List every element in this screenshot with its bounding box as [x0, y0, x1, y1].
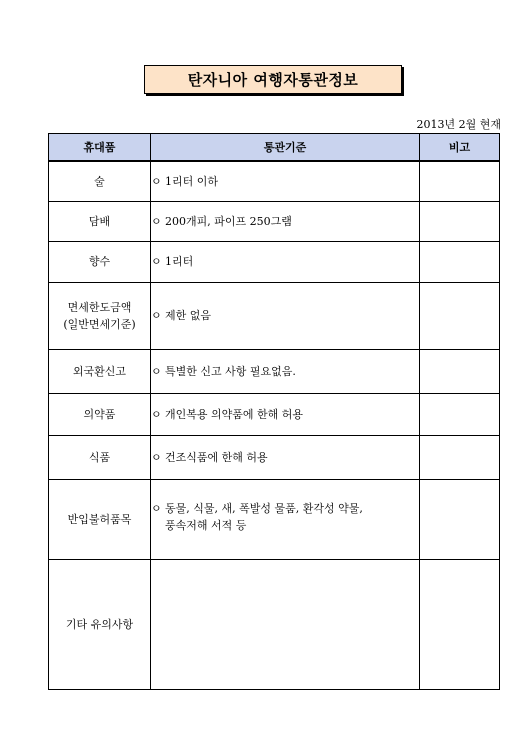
- table-header-row: [49, 134, 500, 162]
- date-label: 2013년 2월 현재: [416, 118, 501, 131]
- standard-text-line1: 동물, 식물, 새, 폭발성 물품, 환각성 약물,: [165, 501, 363, 515]
- row-note: [420, 241, 500, 282]
- table-row: [49, 393, 500, 435]
- row-standard: [151, 479, 420, 559]
- standard-text: 1리터: [165, 255, 194, 268]
- table-row: [49, 349, 500, 393]
- row-note: [420, 349, 500, 393]
- bullet-icon: ㅇ: [151, 214, 162, 228]
- bullet-icon: ㅇ: [151, 450, 162, 464]
- row-item: 기타 유의사항: [49, 559, 151, 689]
- table-row: [49, 161, 500, 201]
- row-item: 외국환신고: [49, 349, 151, 393]
- row-item-line2: (일반면세기준): [63, 317, 136, 331]
- row-item: [49, 282, 151, 349]
- row-item: 술: [49, 161, 151, 201]
- standard-text: 제한 없음: [165, 309, 212, 322]
- row-note: [420, 201, 500, 241]
- bullet-icon: ㅇ: [151, 309, 162, 322]
- row-note: [420, 559, 500, 689]
- standard-text: 특별한 신고 사항 필요없음.: [165, 364, 296, 378]
- row-note: [420, 435, 500, 479]
- row-standard: [151, 349, 420, 393]
- bullet-icon: ㅇ: [151, 174, 162, 188]
- standard-text-line2: 풍속저해 서적 등: [165, 518, 247, 532]
- standard-text: 건조식품에 한해 허용: [165, 450, 268, 464]
- row-standard: [151, 241, 420, 282]
- page-title: 탄자니아 여행자통관정보: [144, 65, 402, 94]
- row-item: 반입불허품목: [49, 479, 151, 559]
- standard-text: 개인복용 의약품에 한해 허용: [165, 407, 304, 421]
- row-standard: [151, 201, 420, 241]
- standard-text: 1리터 이하: [165, 174, 218, 188]
- table-row: [49, 559, 500, 689]
- bullet-icon: ㅇ: [151, 501, 162, 515]
- customs-table: [48, 133, 500, 690]
- row-item-line1: 면세한도금액: [67, 300, 132, 314]
- row-item: 향수: [49, 241, 151, 282]
- row-item: 식품: [49, 435, 151, 479]
- bullet-icon: ㅇ: [151, 255, 162, 268]
- row-note: [420, 161, 500, 201]
- table-row: [49, 241, 500, 282]
- table-row: [49, 201, 500, 241]
- header-note: 비고: [420, 134, 500, 162]
- row-note: [420, 393, 500, 435]
- row-standard: [151, 393, 420, 435]
- table-row: [49, 282, 500, 349]
- header-standard: 통관기준: [151, 134, 420, 162]
- bullet-icon: ㅇ: [151, 364, 162, 378]
- table-row: [49, 479, 500, 559]
- row-standard: [151, 435, 420, 479]
- bullet-icon: ㅇ: [151, 407, 162, 421]
- row-note: [420, 479, 500, 559]
- header-item: 휴대품: [49, 134, 151, 162]
- table-row: [49, 435, 500, 479]
- row-item: 의약품: [49, 393, 151, 435]
- row-note: [420, 282, 500, 349]
- standard-text: 200개피, 파이프 250그램: [165, 214, 292, 228]
- row-standard: [151, 559, 420, 689]
- row-standard: [151, 161, 420, 201]
- row-standard: [151, 282, 420, 349]
- row-item: 담배: [49, 201, 151, 241]
